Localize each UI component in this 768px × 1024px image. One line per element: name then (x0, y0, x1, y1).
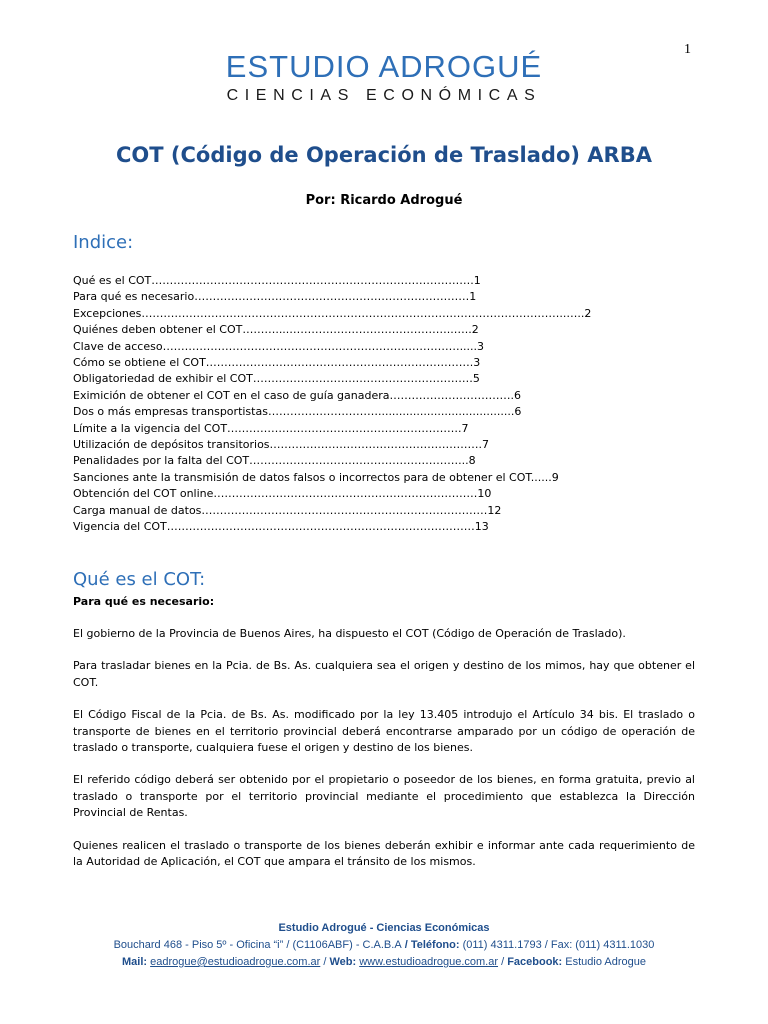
paragraph: El Código Fiscal de la Pcia. de Bs. As. modificado por la ley 13.405 introdujo el Artículo 34 bis. El traslado o transporte de bienes en el territorio provincial deberá encontrarse amparado por un código de operación de traslado o transporte, cualquiera fuese el origen y destino de los bienes. (73, 708, 695, 755)
logo (0, 50, 768, 107)
footer-web-link[interactable]: www.estudioadrogue.com.ar (359, 956, 499, 968)
footer-mail-label: Mail: (122, 956, 148, 968)
logo-title: ESTUDIO ADROGUÉ (225, 49, 543, 84)
footer-facebook-label: Facebook: (507, 956, 563, 968)
toc-entry[interactable]: Vigencia del COT…………………………………………………………………………13 (73, 520, 489, 534)
toc-entry[interactable]: Dos o más empresas transportistas………………………….......................................6 (73, 405, 522, 419)
footer-links-line (0, 954, 768, 971)
document-title: COT (Código de Operación de Traslado) ARBA (116, 143, 652, 167)
page-footer (0, 920, 768, 971)
toc-entry[interactable]: Penalidades por la falta del COT…………………………………………………...8 (73, 454, 476, 468)
section-subheading: Para qué es necesario: (73, 595, 215, 608)
footer-mail-link[interactable]: eadrogue@estudioadrogue.com.ar (150, 956, 321, 968)
footer-separator: / (498, 956, 508, 968)
toc-entry[interactable]: Carga manual de datos……………………………………………………………………12 (73, 503, 502, 517)
footer-web-label: Web: (329, 956, 357, 968)
toc-entry[interactable]: Qué es el COT…………………………………………………………………………….1 (73, 274, 481, 287)
footer-contact-line (0, 937, 768, 954)
author-line: Por: Ricardo Adrogué (305, 193, 463, 208)
toc-entry[interactable]: Sanciones ante la transmisión de datos falsos o incorrectos para de obtener el COT......9 (73, 470, 559, 484)
toc-entry[interactable]: Quiénes deben obtener el COT………....…………….………………………..…..2 (73, 323, 479, 337)
footer-firm: Estudio Adrogué - Ciencias Económicas (278, 922, 490, 934)
toc-entry[interactable]: Obtención del COT online………………………………………………………………10 (73, 487, 492, 501)
paragraph: El referido código deberá ser obtenido por el propietario o poseedor de los bienes, en forma gratuita, previo al traslado o transporte por el territorio provincial mediante el procedimiento que establezca la Dirección Provincial de Rentas. (73, 773, 695, 820)
footer-separator: / (320, 956, 330, 968)
index-heading: Indice: (73, 232, 134, 253)
section-body (73, 594, 695, 886)
logo-subtitle: CIENCIAS ECONÓMICAS (226, 87, 542, 104)
toc-entry[interactable]: Para qué es necesario…………………………………………………………………1 (73, 290, 477, 304)
toc-entry[interactable]: Utilización de depósitos transitorios………………………………………………….7 (73, 438, 490, 452)
paragraph: El gobierno de la Provincia de Buenos Aires, ha dispuesto el COT (Código de Operación de Traslado). (73, 627, 626, 640)
toc-entry[interactable]: Límite a la vigencia del COT……………………………………………………….7 (73, 421, 469, 435)
footer-separator: / (401, 939, 411, 951)
toc-entry[interactable]: Eximición de obtener el COT en el caso de guía ganadera…………………………….6 (73, 388, 522, 402)
footer-phone: (011) 4311.1793 / Fax: (011) 4311.1030 (459, 939, 655, 951)
paragraph: Quienes realicen el traslado o transporte de los bienes deberán exhibir e informar ante cada requerimiento de la Autoridad de Aplicación, el COT que ampara el tránsito de los mismos. (73, 838, 695, 869)
paragraph: Para trasladar bienes en la Pcia. de Bs. As. cualquiera sea el origen y destino de los mimos, hay que obtener el COT. (73, 659, 695, 689)
page-number: 1 (684, 42, 691, 57)
section-heading: Qué es el COT: (73, 569, 206, 590)
toc-entry[interactable]: Cómo se obtiene el COT……………………………………………………………….3 (73, 356, 481, 370)
toc-entry[interactable]: Clave de acceso……………………………………………………………………….....3 (73, 339, 485, 353)
toc-entry[interactable]: Excepciones……………………………………………………………………………………………………..…..2 (73, 306, 592, 320)
footer-phone-label: Teléfono: (410, 939, 460, 951)
table-of-contents (73, 273, 713, 536)
footer-facebook: Estudio Adrogue (562, 956, 646, 968)
footer-address: Bouchard 468 - Piso 5º - Oficina “i” / (C1106ABF) - C.A.B.A (113, 939, 402, 951)
toc-entry[interactable]: Obligatoriedad de exhibir el COT……………………………………………………5 (73, 372, 480, 386)
